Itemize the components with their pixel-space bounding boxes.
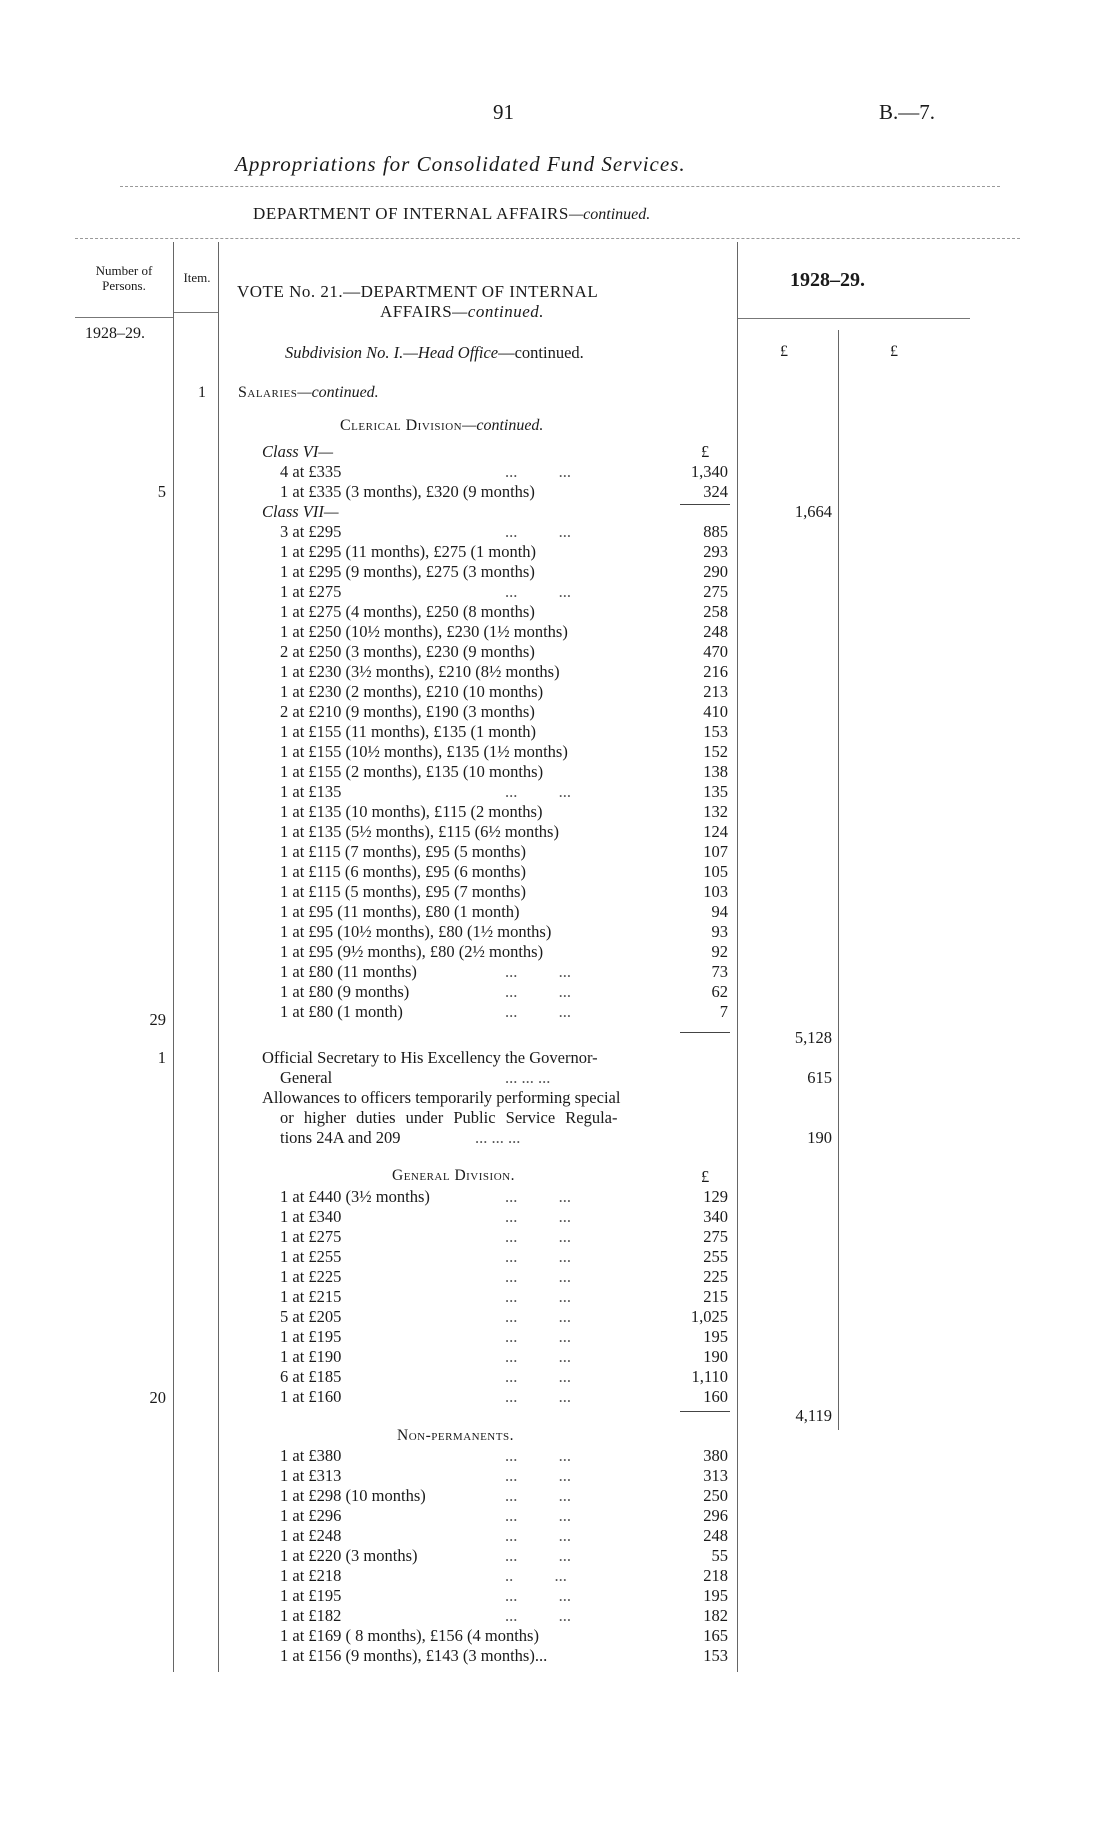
ledger-row [280,1566,728,1586]
item-column-rule [218,242,219,1672]
ledger-row-amount: 380 [703,1446,728,1465]
ledger-row-amount: 153 [703,1646,728,1665]
ledger-row-description: 1 at £156 (9 months), £143 (3 months)... [280,1646,548,1665]
class-vi-persons: 5 [157,482,166,501]
ledger-row-leader-dots: ... ... [505,1267,571,1286]
ledger-row [280,522,728,542]
vote-affairs: AFFAIRS [380,302,453,321]
ledger-row-description: 1 at £190 [280,1347,342,1366]
ledger-row-description: 1 at £298 (10 months) [280,1486,426,1505]
ledger-row-description: 1 at £313 [280,1466,342,1485]
ledger-row-description: 1 at £135 [280,782,342,801]
ledger-row-amount: 275 [703,1227,728,1246]
ledger-row-amount: 258 [703,602,728,621]
ledger-row [280,982,728,1002]
ledger-row-amount: 62 [711,982,728,1001]
ledger-row [280,902,728,922]
ledger-row-amount: 105 [703,862,728,881]
ledger-row-amount: 160 [703,1387,728,1406]
ledger-row [280,542,728,562]
ledger-row-leader-dots: ... ... [505,1247,571,1266]
allowances-dots: ... ... ... [475,1128,521,1147]
ledger-row-leader-dots: ... ... [505,1486,571,1505]
ledger-row-description: 1 at £115 (7 months), £95 (5 months) [280,842,526,861]
ledger-row [280,642,728,662]
page-number: 91 [493,100,514,124]
subdivision-continued: —continued. [498,343,584,362]
ledger-row-description: 6 at £185 [280,1367,342,1386]
ledger-row-description: 5 at £205 [280,1307,342,1326]
ledger-row-description: 1 at £95 (9½ months), £80 (2½ months) [280,942,544,961]
vote-line-2 [237,302,598,322]
ledger-row [280,1187,728,1207]
class-vii-label: Class VII— [262,502,339,521]
class-vii-total: 5,128 [794,1028,832,1047]
ledger-row-amount: 255 [703,1247,728,1266]
ledger-row-leader-dots: ... ... [505,1227,571,1246]
ledger-row-amount: 73 [711,962,728,981]
ledger-row-description: 1 at £115 (6 months), £95 (6 months) [280,862,526,881]
ledger-row-amount: 165 [703,1626,728,1645]
ledger-row-leader-dots: ... ... [505,1207,571,1226]
official-secretary-line-2: General [280,1068,333,1087]
ledger-row-amount: 195 [703,1586,728,1605]
ledger-row-leader-dots: ... ... [505,522,571,541]
ledger-row [280,562,728,582]
ledger-row-description: 1 at £248 [280,1526,342,1545]
ledger-row [280,1387,728,1407]
ledger-row [280,1446,728,1466]
ledger-row-leader-dots: ... ... [505,1307,571,1326]
ledger-row-amount: 248 [703,1526,728,1545]
ledger-row [280,822,728,842]
ledger-row-description: 1 at £195 [280,1327,342,1346]
ledger-row-description: 4 at £335 [280,462,342,481]
ledger-row-description: 1 at £195 [280,1586,342,1605]
clerical-label: Clerical Division [340,417,463,434]
ledger-row-amount: 153 [703,722,728,741]
general-division-total: 4,119 [795,1406,832,1425]
ledger-row [280,1486,728,1506]
general-division-sum-line [680,1411,730,1412]
ledger-row-amount: 1,025 [690,1307,728,1326]
ledger-row-amount: 213 [703,682,728,701]
subdivision-label: Subdivision No. I.—Head Office [285,343,499,362]
general-division-persons: 20 [149,1388,166,1407]
ledger-row [280,1606,728,1626]
ledger-row-leader-dots: ... ... [505,1586,571,1605]
ledger-row-description: 2 at £210 (9 months), £190 (3 months) [280,702,535,721]
ledger-row-leader-dots: ... ... [505,1506,571,1525]
ledger-row-amount: 55 [711,1546,728,1565]
ledger-row-amount: 132 [703,802,728,821]
ledger-row-amount: 195 [703,1327,728,1346]
ledger-row [280,602,728,622]
ledger-row-description: 1 at £160 [280,1387,342,1406]
salaries-continued: —continued. [297,384,379,401]
ledger-row-leader-dots: ... ... [505,1387,571,1406]
ledger-row [280,802,728,822]
ledger-row-description: 1 at £230 (3½ months), £210 (8½ months) [280,662,560,681]
ledger-row-leader-dots: ... ... [505,582,571,601]
ledger-row-amount: 340 [703,1207,728,1226]
ledger-row-description: 1 at £225 [280,1267,342,1286]
ledger-row-description: 1 at £295 (9 months), £275 (3 months) [280,562,535,581]
ledger-row-amount: 103 [703,882,728,901]
ledger-row-amount: 216 [703,662,728,681]
department-suffix: —continued. [568,206,651,223]
year-right-header: 1928–29. [790,269,865,291]
ledger-row-amount: 92 [711,942,728,961]
class-vi-label: Class VI— [262,442,334,461]
ledger-row-amount: 296 [703,1506,728,1525]
ledger-row [280,722,728,742]
ledger-row-amount: 225 [703,1267,728,1286]
ledger-row-amount: 250 [703,1486,728,1505]
subdivision-heading [285,343,584,363]
title-rule [120,186,1000,187]
subtotal-column-rule [838,330,839,1430]
ledger-row-amount: 107 [703,842,728,861]
ledger-row-description: 1 at £220 (3 months) [280,1546,418,1565]
ledger-row-description: 1 at £115 (5 months), £95 (7 months) [280,882,526,901]
class-vi-pound: £ [701,442,710,461]
ledger-row [280,1002,728,1022]
department-rule [75,238,1020,239]
ledger-row-description: 1 at £155 (2 months), £135 (10 months) [280,762,544,781]
ledger-row-leader-dots: ... ... [505,1327,571,1346]
ledger-row-amount: 124 [703,822,728,841]
ledger-row-leader-dots: ... ... [505,1446,571,1465]
ledger-row-description: 1 at £250 (10½ months), £230 (1½ months) [280,622,568,641]
ledger-row-leader-dots: ... ... [505,782,571,801]
ledger-row-amount: 135 [703,782,728,801]
ledger-row-description: 1 at £340 [280,1207,342,1226]
ledger-row-description: 1 at £155 (11 months), £135 (1 month) [280,722,537,741]
ledger-row-description: 1 at £182 [280,1606,342,1625]
clerical-division-heading [340,417,543,435]
year-header-rule-left [75,317,173,318]
ledger-row [280,1466,728,1486]
ledger-row-description: 1 at £80 (9 months) [280,982,410,1001]
ledger-row-amount: 313 [703,1466,728,1485]
number-of-persons-header: Number of Persons. [95,263,153,293]
class-vi-sum-line [680,504,730,505]
ledger-row-description: 1 at £80 (1 month) [280,1002,403,1021]
ledger-row [280,762,728,782]
ledger-row-leader-dots: ... ... [505,1187,571,1206]
ledger-row-amount: 324 [703,482,728,501]
item-number: 1 [198,384,206,401]
ledger-row-leader-dots: ... ... [505,1367,571,1386]
official-secretary-line-1: Official Secretary to His Excellency the Governor- [262,1048,598,1067]
allowances-line-3: tions 24A and 209 [280,1128,401,1147]
ledger-row-amount: 93 [711,922,728,941]
ledger-row-amount: 885 [703,522,728,541]
document-reference: B.—7. [879,100,936,124]
ledger-row-description: 1 at £230 (2 months), £210 (10 months) [280,682,544,701]
allowances-line-2: or higher duties under Public Service Regula- [280,1108,618,1127]
general-division-pound: £ [701,1167,710,1186]
ledger-row [280,1626,728,1646]
ledger-row-description: 1 at £275 [280,1227,342,1246]
ledger-row-amount: 215 [703,1287,728,1306]
official-secretary-dots: ... ... ... [505,1068,551,1087]
ledger-row-amount: 138 [703,762,728,781]
ledger-row [280,842,728,862]
ledger-row [280,1347,728,1367]
ledger-row-description: 1 at £295 (11 months), £275 (1 month) [280,542,537,561]
department-name: DEPARTMENT OF INTERNAL AFFAIRS [253,204,569,223]
ledger-row [280,662,728,682]
ledger-row-description: 3 at £295 [280,522,342,541]
ledger-row-amount: 94 [711,902,728,921]
ledger-row [280,1646,728,1666]
ledger-row [280,1227,728,1247]
ledger-row-description: 1 at £275 (4 months), £250 (8 months) [280,602,535,621]
ledger-row [280,1307,728,1327]
ledger-row [280,1247,728,1267]
ledger-row [280,1506,728,1526]
ledger-row-description: 1 at £169 ( 8 months), £156 (4 months) [280,1626,539,1645]
salaries-label: Salaries [238,384,298,401]
ledger-row-leader-dots: ... ... [505,962,571,981]
ledger-row-amount: 1,340 [690,462,728,481]
ledger-row-leader-dots: ... ... [505,1347,571,1366]
salaries-heading [238,384,379,402]
class-vi-total: 1,664 [794,502,832,521]
ledger-row-leader-dots: ... ... [505,1526,571,1545]
ledger-row-description: 1 at £135 (10 months), £115 (2 months) [280,802,543,821]
ledger-row-leader-dots: ... ... [505,1546,571,1565]
pound-header-subtotal: £ [780,343,788,360]
ledger-row [280,942,728,962]
official-persons: 1 [157,1048,166,1067]
class-vii-sum-line [680,1032,730,1033]
ledger-row-description: 1 at £80 (11 months) [280,962,417,981]
ledger-row-amount: 293 [703,542,728,561]
ledger-row [280,862,728,882]
ledger-row-leader-dots: ... ... [505,982,571,1001]
ledger-row-description: 1 at £440 (3½ months) [280,1187,430,1206]
ledger-row [280,1367,728,1387]
ledger-row [280,1327,728,1347]
ledger-row-description: 1 at £296 [280,1506,342,1525]
ledger-row-leader-dots: ... ... [505,1287,571,1306]
department-heading [253,204,650,224]
ledger-row [280,882,728,902]
ledger-row [280,962,728,982]
ledger-row-amount: 290 [703,562,728,581]
pound-header-total: £ [890,343,898,360]
ledger-row-amount: 410 [703,702,728,721]
year-left-header: 1928–29. [85,325,145,342]
ledger-row-amount: 152 [703,742,728,761]
ledger-row-description: 1 at £215 [280,1287,342,1306]
ledger-row [280,1207,728,1227]
ledger-row-description: 1 at £275 [280,582,342,601]
ledger-row [280,742,728,762]
ledger-row [280,1546,728,1566]
ledger-row-leader-dots: ... ... [505,1606,571,1625]
ledger-row-leader-dots: ... ... [505,1002,571,1021]
ledger-row-description: 1 at £380 [280,1446,342,1465]
page-title: Appropriations for Consolidated Fund Services. [235,152,686,176]
official-secretary-amount: 615 [807,1068,832,1087]
ledger-row-amount: 248 [703,622,728,641]
ledger-row-amount: 129 [703,1187,728,1206]
ledger-row-leader-dots: ... ... [505,462,571,481]
ledger-row-description: 1 at £135 (5½ months), £115 (6½ months) [280,822,559,841]
non-permanents-heading: Non-permanents. [397,1427,514,1444]
year-header-rule-right [738,318,970,319]
description-column-rule [737,242,738,1672]
ledger-row-amount: 470 [703,642,728,661]
ledger-row [280,582,728,602]
ledger-row [280,922,728,942]
vote-line-1: VOTE No. 21.—DEPARTMENT OF INTERNAL [237,282,599,301]
item-header: Item. [183,270,211,285]
ledger-row-description: 2 at £250 (3 months), £230 (9 months) [280,642,535,661]
ledger-row-description: 1 at £335 (3 months), £320 (9 months) [280,482,535,501]
ledger-row-amount: 7 [719,1002,728,1021]
ledger-row [280,462,728,482]
ledger-row-description: 1 at £95 (10½ months), £80 (1½ months) [280,922,552,941]
ledger-row-amount: 1,110 [691,1367,728,1386]
class-vii-persons: 29 [149,1010,166,1029]
ledger-row-amount: 218 [703,1566,728,1585]
ledger-row [280,622,728,642]
ledger-row-description: 1 at £218 [280,1566,342,1585]
ledger-row [280,482,728,502]
allowances-amount: 190 [807,1128,832,1147]
vote-heading [237,282,598,322]
ledger-row [280,1526,728,1546]
ledger-row [280,1287,728,1307]
ledger-row [280,1267,728,1287]
ledger-row-description: 1 at £95 (11 months), £80 (1 month) [280,902,520,921]
persons-column-rule [173,242,174,1672]
ledger-row [280,682,728,702]
general-division-heading: General Division. [392,1167,515,1184]
ledger-row-description: 1 at £155 (10½ months), £135 (1½ months) [280,742,568,761]
ledger-row-leader-dots: ... ... [505,1466,571,1485]
vote-continued: —continued. [452,302,545,321]
ledger-row [280,782,728,802]
ledger-row-amount: 182 [703,1606,728,1625]
ledger-row-leader-dots: .. ... [505,1566,567,1585]
ledger-row-amount: 275 [703,582,728,601]
ledger-row [280,702,728,722]
item-header-rule [174,312,218,313]
allowances-line-1: Allowances to officers temporarily performing special [262,1088,621,1107]
clerical-continued: —continued. [462,417,544,434]
ledger-row [280,1586,728,1606]
ledger-row-amount: 190 [703,1347,728,1366]
ledger-row-description: 1 at £255 [280,1247,342,1266]
